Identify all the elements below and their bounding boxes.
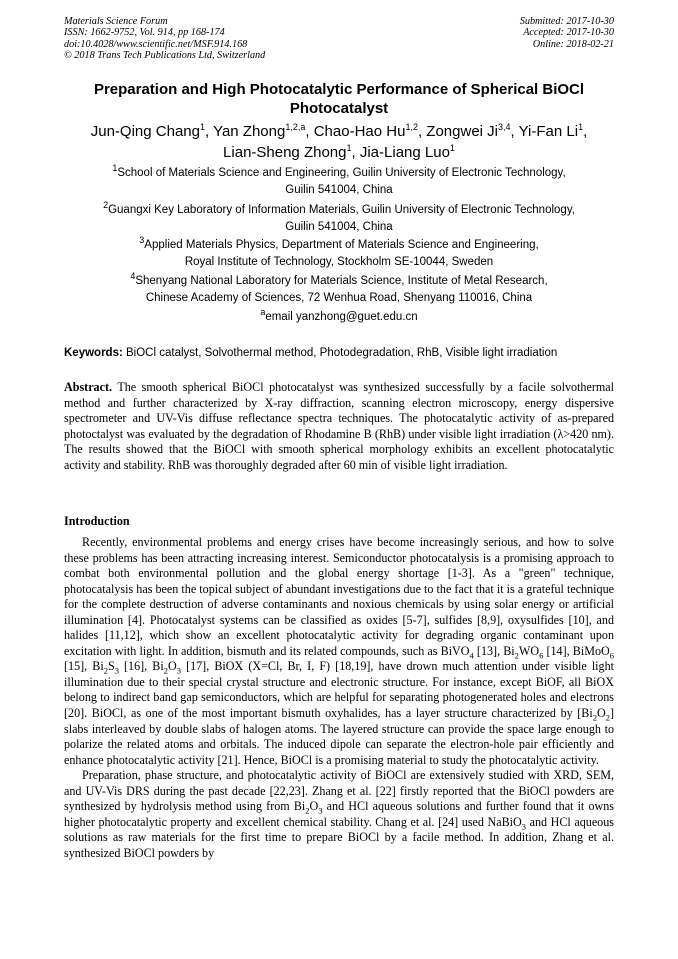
section-heading: Introduction: [64, 514, 130, 528]
affiliation-line: Guilin 541004, China: [285, 220, 393, 233]
subscript: 6: [539, 650, 544, 661]
affiliation-line: Guangxi Key Laboratory of Information Materials, Guilin University of Electronic Technology,: [108, 204, 575, 216]
text-run: ] slabs interleaved by double slabs of halogen atoms. The layered structure can provide the space large enough to polarize the related atoms and orbitals. The induced dipole can separate the electron-hole pair efficiently and enhance photocatalytic activity [21]. Hence, BiOCl is a promising material to study the photocatalytic activity.: [64, 706, 614, 767]
affiliation-mark: 3: [139, 235, 145, 246]
corresponding-email: [60, 309, 618, 326]
email-text[interactable]: email yanzhong@guet.edu.cn: [265, 311, 418, 323]
text-run: Preparation, phase structure, and photocatalytic activity of BiOCl are extensively studied with XRD, SEM, and UV-Vis DRS during the past decade [22,23]. Zhang et al. [22] firstly reported that the BiOCl powders are synthesized by hydrolysis method using from Bi: [64, 768, 614, 814]
text-run: S: [107, 659, 115, 674]
introduction-body: [64, 535, 614, 861]
affiliation-mark: 4: [130, 271, 136, 282]
text-run: O: [596, 706, 606, 721]
subscript: 2: [163, 665, 168, 676]
accepted-date: Accepted: 2017-10-30: [523, 27, 614, 39]
subscript: 3: [114, 665, 119, 676]
author-affiliation-mark: 1: [449, 143, 455, 153]
submitted-date: Submitted: 2017-10-30: [519, 16, 614, 27]
affiliation-line: Guilin 541004, China: [285, 183, 393, 196]
affiliation-mark: 1: [112, 163, 118, 174]
author-name: Jia-Liang Luo: [359, 144, 450, 161]
affiliation-4: [60, 273, 618, 306]
affiliation-line: Shenyang National Laboratory for Materials Science, Institute of Metal Research,: [135, 275, 548, 287]
author-name: Yan Zhong: [213, 123, 286, 140]
text-run: Recently, environmental problems and energy crises have become increasingly serious, and how to solve these problems has been attracting increasing interest. Semiconductor photocatalysis is a promising approach to combat both environmental pollution and the global energy shortage [1-3]. As a "green" technique, photocatalysis has been the topical subject of abundant investigations due to the fact that it is a grateful technique for the complete destruction of adverse contaminants and noxious chemicals by using solar energy or artificial illumination [4]. Photocatalyst systems can be classified as oxides [5-7], sulfides [8,9], oxysulfides [10], and halides [11,12], which show an excellent photocatalytic activity for degrading organic contaminant upon excitation with light. In addition, bismuth and its related compounds, such as BiVO: [64, 535, 614, 658]
affiliation-mark: 2: [103, 200, 109, 211]
affiliation-line: Applied Materials Physics, Department of Materials Science and Engineering,: [144, 239, 539, 251]
keywords-label: Keywords:: [64, 347, 123, 359]
affiliation-3: [60, 237, 618, 270]
online-date: Online: 2018-02-21: [532, 38, 614, 50]
author-affiliation-mark: 1: [199, 122, 205, 132]
subscript: 3: [176, 665, 181, 676]
text-run: [17], BiOX (X=Cl, Br, I, F) [18,19], have drown much attention under visible light illumination due to their special crystal structure and electronic structure. For instance, except BiOF, all BiOX belong to indirect band gap semiconductors, which are helpful for separating photogenerated holes and electrons [20]. BiOCl, as one of the most important bismuth oxyhalides, has a layer structure characterized by [Bi: [64, 659, 614, 721]
abstract-text: The smooth spherical BiOCl photocatalyst was synthesized successfully by a facile solvothermal method and further characterized by X-ray diffraction, scanning electron microscopy, energy dispersive spectrometer and UV-Vis diffuse reflectance spectra techniques. The photocatalytic activity of as-prepared photoctalyst was evaluated by the degradation of Rhodamine B (RhB) under visible light irradiation (λ>420 nm). The results showed that the BiOCl with smooth spherical morphology exhibits an excellent photocatalytic activity and stability. RhB was thoroughly degraded after 60 min of visible light irradiation.: [64, 380, 614, 472]
author-name: Zongwei Ji: [426, 123, 498, 140]
journal-header: [64, 16, 265, 62]
subscript: 4: [469, 650, 474, 661]
text-run: and HCl aqueous solutions and further found that it owns higher photocatalytic property and excellent chemical stability. Chang et al. [24] used NaBiO: [64, 799, 614, 829]
author-name: Yi-Fan Li: [518, 123, 579, 140]
affiliation-line: Chinese Academy of Sciences, 72 Wenhua Road, Shenyang 110016, China: [145, 291, 533, 304]
journal-name: Materials Science Forum: [64, 16, 168, 27]
author-affiliation-mark: 1,2,a: [285, 122, 306, 132]
subscript: 2: [103, 665, 108, 676]
subscript: 2: [305, 805, 310, 816]
author-name: Chao-Hao Hu: [313, 123, 406, 140]
text-run: WO: [518, 643, 540, 658]
author-affiliation-mark: 1: [578, 122, 584, 132]
email-mark: a: [260, 307, 266, 318]
author-affiliation-mark: 1,2: [405, 122, 418, 132]
text-run: [13], Bi: [473, 643, 515, 658]
affiliation-1: [60, 165, 618, 198]
author-affiliation-mark: 1: [346, 143, 352, 153]
journal-doi[interactable]: doi:10.4028/www.scientific.net/MSF.914.168: [64, 38, 248, 50]
text-run: [16], Bi: [118, 659, 164, 674]
affiliation-line: School of Materials Science and Engineering, Guilin University of Electronic Technology,: [117, 167, 566, 179]
subscript: 2: [514, 650, 519, 661]
affiliation-2: [60, 202, 618, 235]
keywords-text: BiOCl catalyst, Solvothermal method, Photodegradation, RhB, Visible light irradiation: [126, 347, 558, 359]
subscript: 3: [521, 821, 527, 832]
paragraph: [64, 535, 614, 768]
author-affiliation-mark: 3,4: [498, 122, 511, 132]
dates-header: [520, 16, 614, 50]
text-run: O: [167, 659, 177, 674]
text-run: [14], BiMoO: [543, 643, 610, 658]
abstract-label: Abstract.: [64, 380, 113, 394]
journal-issn: ISSN: 1662-9752, Vol. 914, pp 168-174: [64, 27, 225, 39]
affiliation-line: Royal Institute of Technology, Stockholm SE-10044, Sweden: [184, 255, 494, 268]
abstract: [64, 380, 614, 473]
text-run: and HCl aqueous solutions as raw materials for the first time to prepare BiOCl by a facile method. In addition, Zhang et al. synthesized BiOCl powders by: [64, 814, 614, 860]
keywords: [64, 346, 624, 361]
journal-copyright: © 2018 Trans Tech Publications Ltd, Switzerland: [64, 50, 266, 62]
subscript: 2: [605, 712, 610, 723]
subscript: 2: [592, 712, 597, 723]
author-name: Jun-Qing Chang: [90, 123, 200, 140]
subscript: 6: [609, 650, 614, 661]
text-run: [15], Bi: [64, 659, 104, 674]
paper-title: Preparation and High Photocatalytic Performance of Spherical BiOCl Photocatalyst: [93, 81, 585, 117]
paragraph: [64, 768, 614, 861]
subscript: 3: [318, 805, 323, 816]
text-run: O: [309, 799, 319, 814]
author-name: Lian-Sheng Zhong: [223, 144, 347, 161]
author-list: Jun-Qing Chang$^1$, Yan Zhong$^{1,2,a}$, Chao-Hao Hu$^{1,2}$, Zongwei Ji$^{3,4}$, Yi-Fan Li$^1$, Lian-Sheng Zhong$^1$, Jia-Liang Luo$^1$: [90, 122, 588, 161]
